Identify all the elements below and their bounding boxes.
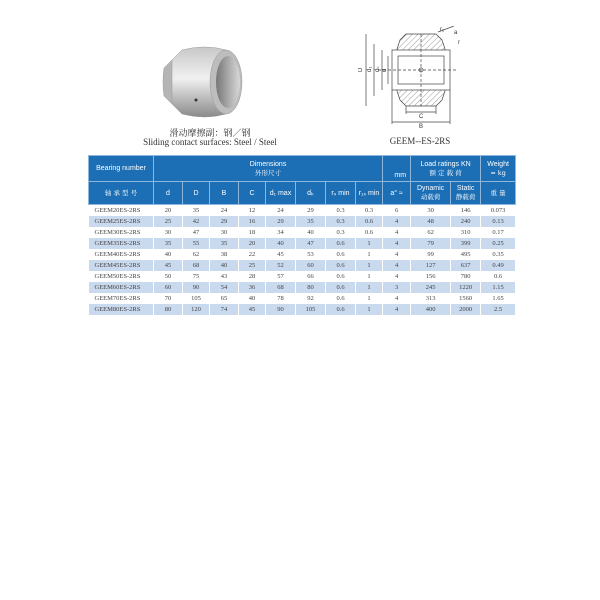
spec-value-cell: 1 bbox=[356, 271, 383, 282]
svg-text:C: C bbox=[419, 114, 424, 120]
spec-value-cell: 0.6 bbox=[326, 260, 356, 271]
spec-value-cell: 0.49 bbox=[481, 260, 516, 271]
spec-value-cell: 0.17 bbox=[481, 227, 516, 238]
spec-value-cell: 70 bbox=[154, 293, 183, 304]
spec-value-cell: 74 bbox=[210, 304, 239, 315]
spec-value-cell: 54 bbox=[210, 282, 239, 293]
spec-value-cell: 0.6 bbox=[326, 271, 356, 282]
spec-value-cell: 18 bbox=[239, 227, 266, 238]
spec-value-cell: 0.6 bbox=[356, 216, 383, 227]
header-col-dynamic: Dynamic 动载荷 bbox=[411, 182, 451, 205]
spec-value-cell: 53 bbox=[296, 249, 326, 260]
spec-value-cell: 92 bbox=[296, 293, 326, 304]
header-dimensions: Dimensions 外形尺寸 bbox=[154, 156, 383, 182]
svg-text:d: d bbox=[382, 68, 388, 72]
spec-value-cell: 1.65 bbox=[481, 293, 516, 304]
bearing-model-cell: GEEM25ES-2RS bbox=[89, 216, 154, 227]
spec-value-cell: 120 bbox=[183, 304, 210, 315]
spec-value-cell: 780 bbox=[451, 271, 481, 282]
spec-value-cell: 1 bbox=[356, 293, 383, 304]
spec-value-cell: 0.3 bbox=[326, 227, 356, 238]
spec-value-cell: 0.6 bbox=[326, 293, 356, 304]
spec-value-cell: 4 bbox=[383, 293, 411, 304]
spec-value-cell: 65 bbox=[210, 293, 239, 304]
svg-text:r: r bbox=[458, 40, 460, 46]
header-col-angle: a° ≈ bbox=[383, 182, 411, 205]
spec-value-cell: 55 bbox=[183, 238, 210, 249]
contact-surfaces-caption-cn: 滑动摩擦副：钢／钢 bbox=[169, 129, 251, 139]
spec-value-cell: 4 bbox=[383, 227, 411, 238]
contact-surfaces-caption-en: Sliding contact surfaces: Steel / Steel bbox=[143, 137, 277, 147]
spec-value-cell: 29 bbox=[296, 205, 326, 217]
spec-value-cell: 310 bbox=[451, 227, 481, 238]
spec-value-cell: 68 bbox=[183, 260, 210, 271]
spec-value-cell: 66 bbox=[296, 271, 326, 282]
table-row bbox=[89, 282, 516, 293]
header-col-weight-cn: 重 量 bbox=[481, 182, 516, 205]
table-row bbox=[89, 227, 516, 238]
spec-value-cell: 38 bbox=[210, 249, 239, 260]
spec-value-cell: 0.6 bbox=[326, 238, 356, 249]
spec-value-cell: 25 bbox=[239, 260, 266, 271]
spec-value-cell: 0.6 bbox=[481, 271, 516, 282]
table-row bbox=[89, 271, 516, 282]
spec-value-cell: 36 bbox=[239, 282, 266, 293]
bearing-model-cell: GEEM30ES-2RS bbox=[89, 227, 154, 238]
spec-value-cell: 24 bbox=[210, 205, 239, 217]
spec-value-cell: 20 bbox=[154, 205, 183, 217]
bearing-model-cell: GEEM70ES-2RS bbox=[89, 293, 154, 304]
bearing-cross-section-diagram bbox=[358, 26, 476, 128]
spec-value-cell: 30 bbox=[210, 227, 239, 238]
header-col-D: D bbox=[183, 182, 210, 205]
spec-value-cell: 25 bbox=[154, 216, 183, 227]
spec-value-cell: 0.13 bbox=[481, 216, 516, 227]
spec-value-cell: 90 bbox=[266, 304, 296, 315]
table-row bbox=[89, 304, 516, 315]
spec-value-cell: 127 bbox=[411, 260, 451, 271]
table-row bbox=[89, 205, 516, 217]
spec-value-cell: 30 bbox=[154, 227, 183, 238]
spec-value-cell: 0.6 bbox=[356, 227, 383, 238]
spec-value-cell: 40 bbox=[239, 293, 266, 304]
spec-value-cell: 1220 bbox=[451, 282, 481, 293]
header-bearing-cn: 轴 承 型 号 bbox=[89, 182, 154, 205]
spec-value-cell: 240 bbox=[451, 216, 481, 227]
spec-value-cell: 99 bbox=[411, 249, 451, 260]
spec-value-cell: 40 bbox=[296, 227, 326, 238]
spec-value-cell: 4 bbox=[383, 304, 411, 315]
spec-value-cell: 80 bbox=[296, 282, 326, 293]
svg-text:r₁: r₁ bbox=[440, 27, 445, 33]
spec-value-cell: 4 bbox=[383, 216, 411, 227]
spec-value-cell: 62 bbox=[411, 227, 451, 238]
spec-value-cell: 52 bbox=[266, 260, 296, 271]
spec-value-cell: 60 bbox=[154, 282, 183, 293]
svg-text:B: B bbox=[419, 124, 424, 128]
spec-value-cell: 0.3 bbox=[326, 216, 356, 227]
bearing-product-image bbox=[160, 42, 250, 122]
spec-value-cell: 47 bbox=[183, 227, 210, 238]
spec-value-cell: 0.35 bbox=[481, 249, 516, 260]
spec-value-cell: 90 bbox=[183, 282, 210, 293]
table-row bbox=[89, 260, 516, 271]
spec-value-cell: 1 bbox=[356, 249, 383, 260]
spec-value-cell: 0.6 bbox=[326, 282, 356, 293]
spec-value-cell: 60 bbox=[296, 260, 326, 271]
spec-value-cell: 68 bbox=[266, 282, 296, 293]
spec-value-cell: 28 bbox=[239, 271, 266, 282]
spec-value-cell: 62 bbox=[183, 249, 210, 260]
table-header-row-1 bbox=[89, 156, 516, 182]
spec-value-cell: 16 bbox=[239, 216, 266, 227]
header-col-B: B bbox=[210, 182, 239, 205]
spec-value-cell: 80 bbox=[154, 304, 183, 315]
spec-value-cell: 4 bbox=[383, 271, 411, 282]
spec-value-cell: 45 bbox=[239, 304, 266, 315]
spec-value-cell: 0.6 bbox=[326, 249, 356, 260]
spec-value-cell: 0.073 bbox=[481, 205, 516, 217]
spec-value-cell: 105 bbox=[183, 293, 210, 304]
spec-value-cell: 1 bbox=[356, 260, 383, 271]
svg-text:a: a bbox=[454, 30, 458, 36]
spec-value-cell: 2000 bbox=[451, 304, 481, 315]
spec-value-cell: 48 bbox=[411, 216, 451, 227]
spec-value-cell: 45 bbox=[154, 260, 183, 271]
table-body bbox=[89, 205, 516, 316]
spec-value-cell: 20 bbox=[239, 238, 266, 249]
header-load-ratings: Load ratings KN 额 定 载 荷 bbox=[411, 156, 481, 182]
spec-value-cell: 3 bbox=[383, 282, 411, 293]
spec-value-cell: 2.5 bbox=[481, 304, 516, 315]
spec-value-cell: 40 bbox=[210, 260, 239, 271]
spec-value-cell: 1560 bbox=[451, 293, 481, 304]
spec-value-cell: 35 bbox=[296, 216, 326, 227]
spec-value-cell: 24 bbox=[266, 205, 296, 217]
spec-value-cell: 0.6 bbox=[326, 304, 356, 315]
spec-value-cell: 245 bbox=[411, 282, 451, 293]
spec-value-cell: 399 bbox=[451, 238, 481, 249]
bearing-spec-table bbox=[88, 155, 516, 315]
spec-value-cell: 42 bbox=[183, 216, 210, 227]
header-unit-mm: mm bbox=[383, 156, 411, 182]
spec-value-cell: 105 bbox=[296, 304, 326, 315]
table-header-row-2 bbox=[89, 182, 516, 205]
bearing-model-cell: GEEM80ES-2RS bbox=[89, 304, 154, 315]
spec-value-cell: 35 bbox=[154, 238, 183, 249]
spec-value-cell: 6 bbox=[383, 205, 411, 217]
header-col-static: Static 静载荷 bbox=[451, 182, 481, 205]
table-row bbox=[89, 249, 516, 260]
spec-value-cell: 78 bbox=[266, 293, 296, 304]
spec-value-cell: 40 bbox=[266, 238, 296, 249]
bearing-model-cell: GEEM45ES-2RS bbox=[89, 260, 154, 271]
spec-value-cell: 50 bbox=[154, 271, 183, 282]
spec-value-cell: 22 bbox=[239, 249, 266, 260]
bearing-model-cell: GEEM60ES-2RS bbox=[89, 282, 154, 293]
spec-value-cell: 4 bbox=[383, 249, 411, 260]
spec-value-cell: 29 bbox=[210, 216, 239, 227]
spec-value-cell: 35 bbox=[210, 238, 239, 249]
spec-value-cell: 0.3 bbox=[326, 205, 356, 217]
spec-value-cell: 12 bbox=[239, 205, 266, 217]
spec-value-cell: 4 bbox=[383, 238, 411, 249]
spec-value-cell: 35 bbox=[183, 205, 210, 217]
spec-value-cell: 495 bbox=[451, 249, 481, 260]
spec-value-cell: 29 bbox=[266, 216, 296, 227]
table-row bbox=[89, 293, 516, 304]
spec-value-cell: 1.15 bbox=[481, 282, 516, 293]
spec-value-cell: 57 bbox=[266, 271, 296, 282]
spec-value-cell: 30 bbox=[411, 205, 451, 217]
svg-text:d₁: d₁ bbox=[367, 66, 373, 72]
table-row bbox=[89, 216, 516, 227]
spec-value-cell: 146 bbox=[451, 205, 481, 217]
spec-value-cell: 1 bbox=[356, 282, 383, 293]
bearing-model-cell: GEEM40ES-2RS bbox=[89, 249, 154, 260]
spec-value-cell: 40 bbox=[154, 249, 183, 260]
header-col-d1-max: d₁ max bbox=[266, 182, 296, 205]
spec-value-cell: 1 bbox=[356, 238, 383, 249]
spec-value-cell: 156 bbox=[411, 271, 451, 282]
bearing-model-cell: GEEM20ES-2RS bbox=[89, 205, 154, 217]
spec-value-cell: 0.3 bbox=[356, 205, 383, 217]
spec-value-cell: 47 bbox=[296, 238, 326, 249]
header-col-C: C bbox=[239, 182, 266, 205]
table-row bbox=[89, 238, 516, 249]
bearing-model-cell: GEEM50ES-2RS bbox=[89, 271, 154, 282]
svg-text:dₖ: dₖ bbox=[375, 66, 381, 72]
header-col-rs-min: rₛ min bbox=[326, 182, 356, 205]
spec-value-cell: 400 bbox=[411, 304, 451, 315]
header-bearing-number: Bearing number bbox=[89, 156, 154, 182]
spec-value-cell: 45 bbox=[266, 249, 296, 260]
spec-value-cell: 637 bbox=[451, 260, 481, 271]
diagram-model-label: GEEM--ES-2RS bbox=[389, 136, 451, 146]
header-col-d: d bbox=[154, 182, 183, 205]
spec-value-cell: 313 bbox=[411, 293, 451, 304]
header-col-r1s-min: r₁ₛ min bbox=[356, 182, 383, 205]
spec-value-cell: 79 bbox=[411, 238, 451, 249]
spec-value-cell: 75 bbox=[183, 271, 210, 282]
header-weight: Weight ≈ kg bbox=[481, 156, 516, 182]
header-col-dk: dₖ bbox=[296, 182, 326, 205]
spec-value-cell: 34 bbox=[266, 227, 296, 238]
svg-text:D: D bbox=[358, 67, 364, 72]
bearing-model-cell: GEEM35ES-2RS bbox=[89, 238, 154, 249]
spec-value-cell: 43 bbox=[210, 271, 239, 282]
spec-value-cell: 0.25 bbox=[481, 238, 516, 249]
spec-value-cell: 1 bbox=[356, 304, 383, 315]
spec-value-cell: 4 bbox=[383, 260, 411, 271]
